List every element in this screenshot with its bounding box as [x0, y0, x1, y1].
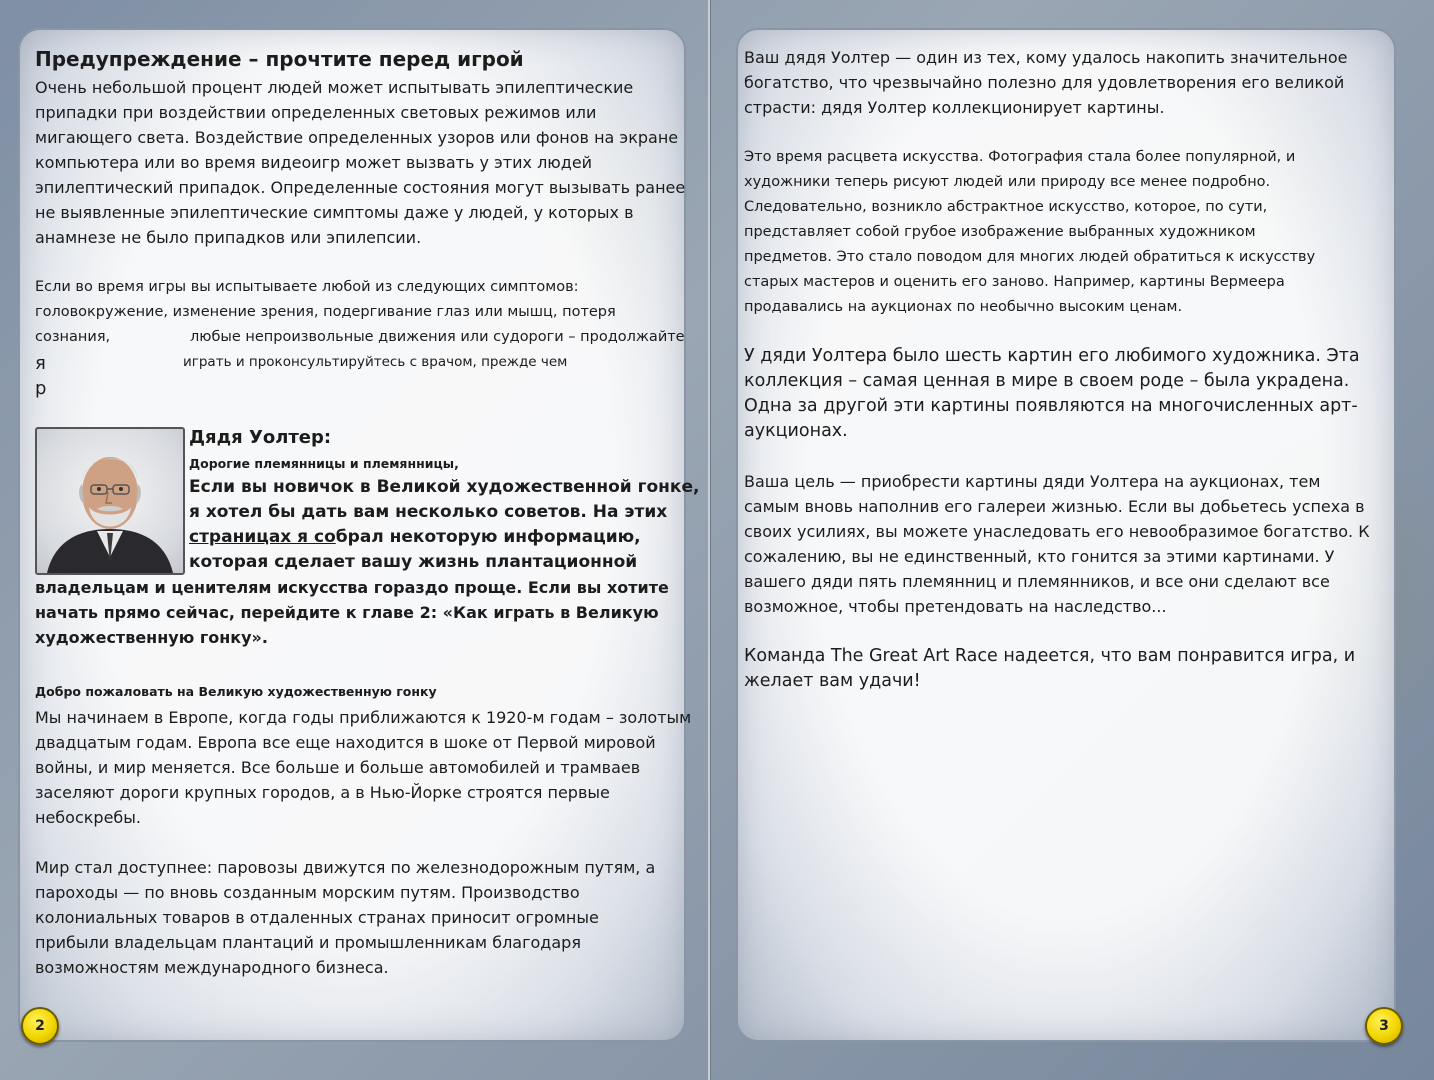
text-line: возможностям международного бизнеса. [35, 958, 389, 977]
spine-shadow [710, 0, 711, 1080]
uncle-walter-portrait [35, 427, 185, 575]
text-line: не выявленные эпилептические симптомы даже у людей, у которых в [35, 203, 634, 222]
warning-paragraph [35, 75, 685, 250]
text-line: У дяди Уолтера было шесть картин его любимого художника. Эта [744, 346, 1360, 366]
text-line: Одна за другой эти картины появляются на многочисленных арт- [744, 396, 1358, 416]
text-line: Ваша цель — приобрести картины дяди Уолтера на аукционах, тем [744, 472, 1321, 491]
text-line: Команда The Great Art Race надеется, что вам понравится игра, и [744, 646, 1356, 666]
text-line: припадки при воздействии определенных световых режимов или [35, 103, 597, 122]
symptoms-line-3b: любые непроизвольные движения или судороги – продолжайте [190, 329, 685, 345]
text-line: художники теперь рисуют людей или природу все менее подробно. [744, 174, 1271, 190]
uncle-line: которая сделает вашу жизнь плантационной [189, 552, 638, 572]
text-line: колониальных товаров в отдаленных странах приносит огромные [35, 908, 599, 927]
warning-title: Предупреждение – прочтите перед игрой [35, 47, 524, 71]
team-paragraph [744, 644, 1355, 694]
welcome-paragraph [35, 705, 691, 830]
text-line: продавались на аукционах по необычно высоким ценам. [744, 299, 1183, 315]
text-line: заселяют дороги крупных городов, а в Нью-Йорке строятся первые [35, 783, 610, 802]
welcome-heading: Добро пожаловать на Великую художественную гонку [35, 684, 437, 699]
text-line: Очень небольшой процент людей может испытывать эпилептические [35, 78, 634, 97]
text-line: аукционах. [744, 421, 848, 441]
text-line: Ваш дядя Уолтер — один из тех, кому удалось накопить значительное [744, 48, 1348, 67]
symptoms-line-4: играть и проконсультируйтесь с врачом, прежде чем [183, 354, 568, 370]
text-line: войны, и мир меняется. Все больше и больше автомобилей и трамваев [35, 758, 641, 777]
text-line: самым вновь наполнив его галереи жизнью. Если вы добьетесь успеха в [744, 497, 1365, 516]
text-line: анамнезе не было припадков или эпилепсии. [35, 228, 422, 247]
text-line: сожалению, вы не единственный, кто гонится за этими картинами. У [744, 547, 1335, 566]
text-line: предметов. Это стало поводом для многих людей обратиться к искусству [744, 249, 1316, 265]
page-number-left: 2 [21, 1007, 59, 1045]
stray-letter: я [35, 353, 46, 374]
text-line: представляет собой грубое изображение выбранных художником [744, 224, 1256, 240]
uncle-greeting: Дорогие племянницы и племянницы, [189, 456, 459, 471]
uncle-title: Дядя Уолтер: [189, 427, 332, 448]
text-line: мигающего света. Воздействие определенных узоров или фонов на экране [35, 128, 679, 147]
text-line: своих усилиях, вы можете унаследовать его невообразимое богатство. К [744, 522, 1370, 541]
intro-paragraph [744, 45, 1348, 120]
text-line: эпилептический припадок. Определенные состояния могут вызывать ранее [35, 178, 686, 197]
uncle-line-rest: брал некоторую информацию, [335, 527, 641, 547]
text-line: вашего дяди пять племянниц и племянников, и все они сделают все [744, 572, 1330, 591]
uncle-line: Если вы новичок в Великой художественной гонке, [189, 477, 700, 497]
text-line: богатство, что чрезвычайно полезно для удовлетворения его великой [744, 73, 1345, 92]
text-line: Мы начинаем в Европе, когда годы приближаются к 1920-м годам – золотым [35, 708, 692, 727]
uncle-underlined-text: страницах я со [189, 527, 336, 547]
art-paragraph [744, 145, 1315, 320]
uncle-line [189, 525, 641, 550]
uncle-line: художественную гонку». [35, 628, 268, 647]
text-line: двадцатым годам. Европа все еще находится в шоке от Первой мировой [35, 733, 656, 752]
portrait-image [37, 429, 183, 573]
uncle-line: я хотел бы дать вам несколько советов. На этих [189, 502, 668, 522]
text-line: Мир стал доступнее: паровозы движутся по железнодорожным путям, а [35, 858, 656, 877]
stolen-paragraph [744, 344, 1360, 444]
text-line: Это время расцвета искусства. Фотография стала более популярной, и [744, 149, 1296, 165]
text-line: страсти: дядя Уолтер коллекционирует картины. [744, 98, 1165, 117]
text-line: коллекция – самая ценная в мире в своем роде – была украдена. [744, 371, 1350, 391]
symptoms-line-1: Если во время игры вы испытываете любой из следующих симптомов: [35, 279, 579, 295]
text-line: прибыли владельцам плантаций и промышленникам благодаря [35, 933, 581, 952]
text-line: желает вам удачи! [744, 671, 921, 691]
uncle-line: владельцам и ценителям искусства гораздо проще. Если вы хотите [35, 578, 669, 597]
page-number-right: 3 [1365, 1007, 1403, 1045]
goal-paragraph [744, 469, 1370, 619]
stray-letter: р [35, 378, 47, 399]
text-line: возможное, чтобы претендовать на наследство... [744, 597, 1167, 616]
symptoms-line-3: сознания, [35, 329, 111, 345]
text-line: Следовательно, возникло абстрактное искусство, которое, по сути, [744, 199, 1268, 215]
symptoms-line-2: головокружение, изменение зрения, подергивание глаз или мышц, потеря [35, 304, 616, 320]
text-line: компьютера или во время видеоигр может вызвать у этих людей [35, 153, 593, 172]
text-line: пароходы — по вновь созданным морским путям. Производство [35, 883, 580, 902]
text-line: небоскребы. [35, 808, 142, 827]
uncle-line: начать прямо сейчас, перейдите к главе 2: «Как играть в Великую [35, 603, 659, 622]
world-paragraph [35, 855, 655, 980]
text-line: старых мастеров и оценить его заново. Например, картины Вермеера [744, 274, 1285, 290]
